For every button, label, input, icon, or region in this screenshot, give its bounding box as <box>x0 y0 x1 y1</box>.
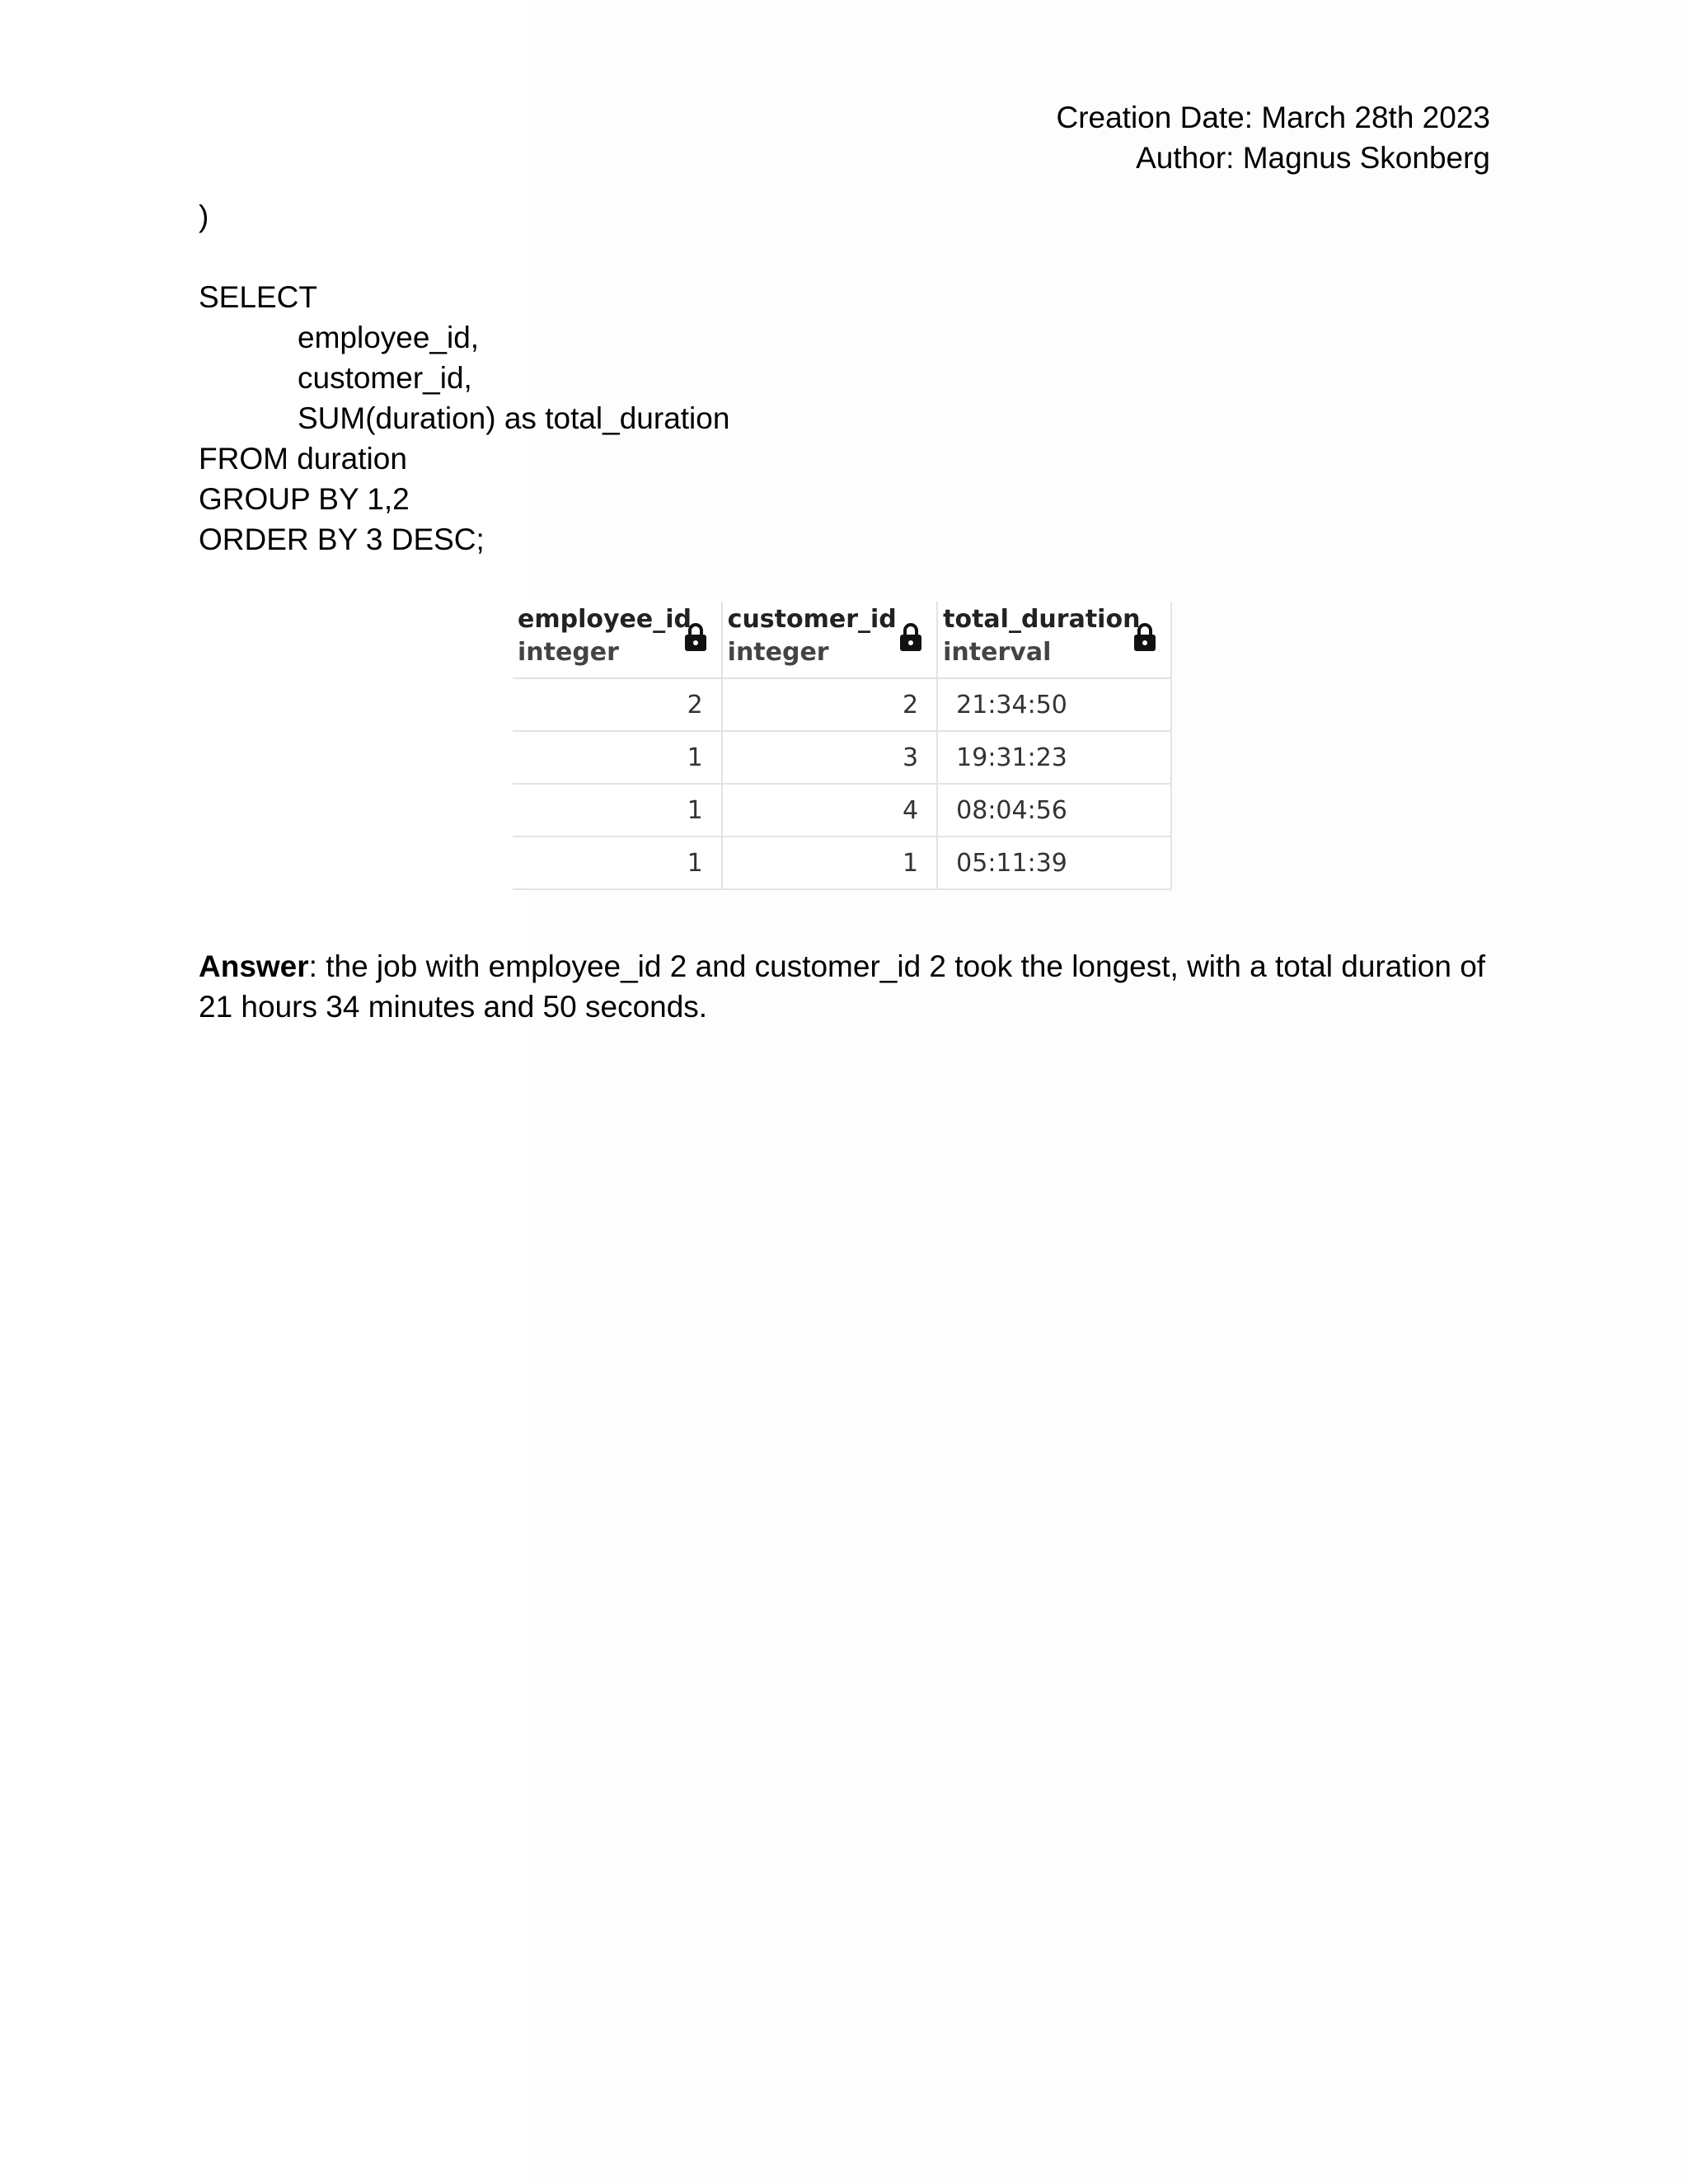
cell-employee-id: 1 <box>513 837 722 889</box>
code-line-employee-id: employee_id, <box>298 321 480 354</box>
answer-paragraph <box>199 946 1501 1027</box>
table-header-row <box>513 602 1171 678</box>
author: Author: Magnus Skonberg <box>1136 141 1490 175</box>
column-name: customer_id <box>727 605 897 634</box>
code-line-group-by: GROUP BY 1,2 <box>199 482 410 516</box>
code-line-sum: SUM(duration) as total_duration <box>298 401 730 435</box>
cell-total-duration: 08:04:56 <box>937 784 1171 837</box>
answer-label: Answer <box>199 949 309 983</box>
column-name: employee_id <box>518 605 692 634</box>
lock-icon <box>683 621 708 653</box>
query-result-table <box>513 602 1172 890</box>
lock-icon <box>898 621 923 653</box>
answer-text: : the job with employee_id 2 and customer_id 2 took the longest, with a total duration of 21 hours 34 minutes and 50 seconds. <box>199 949 1486 1024</box>
column-type: integer <box>518 638 619 667</box>
table-row <box>513 784 1171 837</box>
table-row <box>513 678 1171 731</box>
cell-total-duration: 05:11:39 <box>937 837 1171 889</box>
cell-total-duration: 21:34:50 <box>937 678 1171 731</box>
cell-total-duration: 19:31:23 <box>937 731 1171 784</box>
blank-line <box>199 237 729 277</box>
cell-customer-id: 1 <box>722 837 937 889</box>
cell-customer-id: 3 <box>722 731 937 784</box>
closing-paren: ) <box>199 199 209 233</box>
column-header-employee-id <box>513 602 722 678</box>
creation-date: Creation Date: March 28th 2023 <box>1056 101 1490 134</box>
column-type: interval <box>943 638 1052 667</box>
cell-customer-id: 2 <box>722 678 937 731</box>
code-line-from: FROM duration <box>199 442 407 476</box>
cell-customer-id: 4 <box>722 784 937 837</box>
document-header <box>1056 97 1490 178</box>
code-line-customer-id: customer_id, <box>298 361 472 395</box>
cell-employee-id: 2 <box>513 678 722 731</box>
column-header-customer-id <box>722 602 937 678</box>
column-name: total_duration <box>943 605 1141 634</box>
code-line-order-by: ORDER BY 3 DESC; <box>199 523 485 556</box>
table-row <box>513 837 1171 889</box>
code-line-select: SELECT <box>199 280 317 314</box>
column-type: integer <box>727 638 829 667</box>
cell-employee-id: 1 <box>513 784 722 837</box>
table-row <box>513 731 1171 784</box>
column-header-total-duration <box>937 602 1171 678</box>
sql-code-block <box>199 196 729 560</box>
cell-employee-id: 1 <box>513 731 722 784</box>
lock-icon <box>1132 621 1157 653</box>
